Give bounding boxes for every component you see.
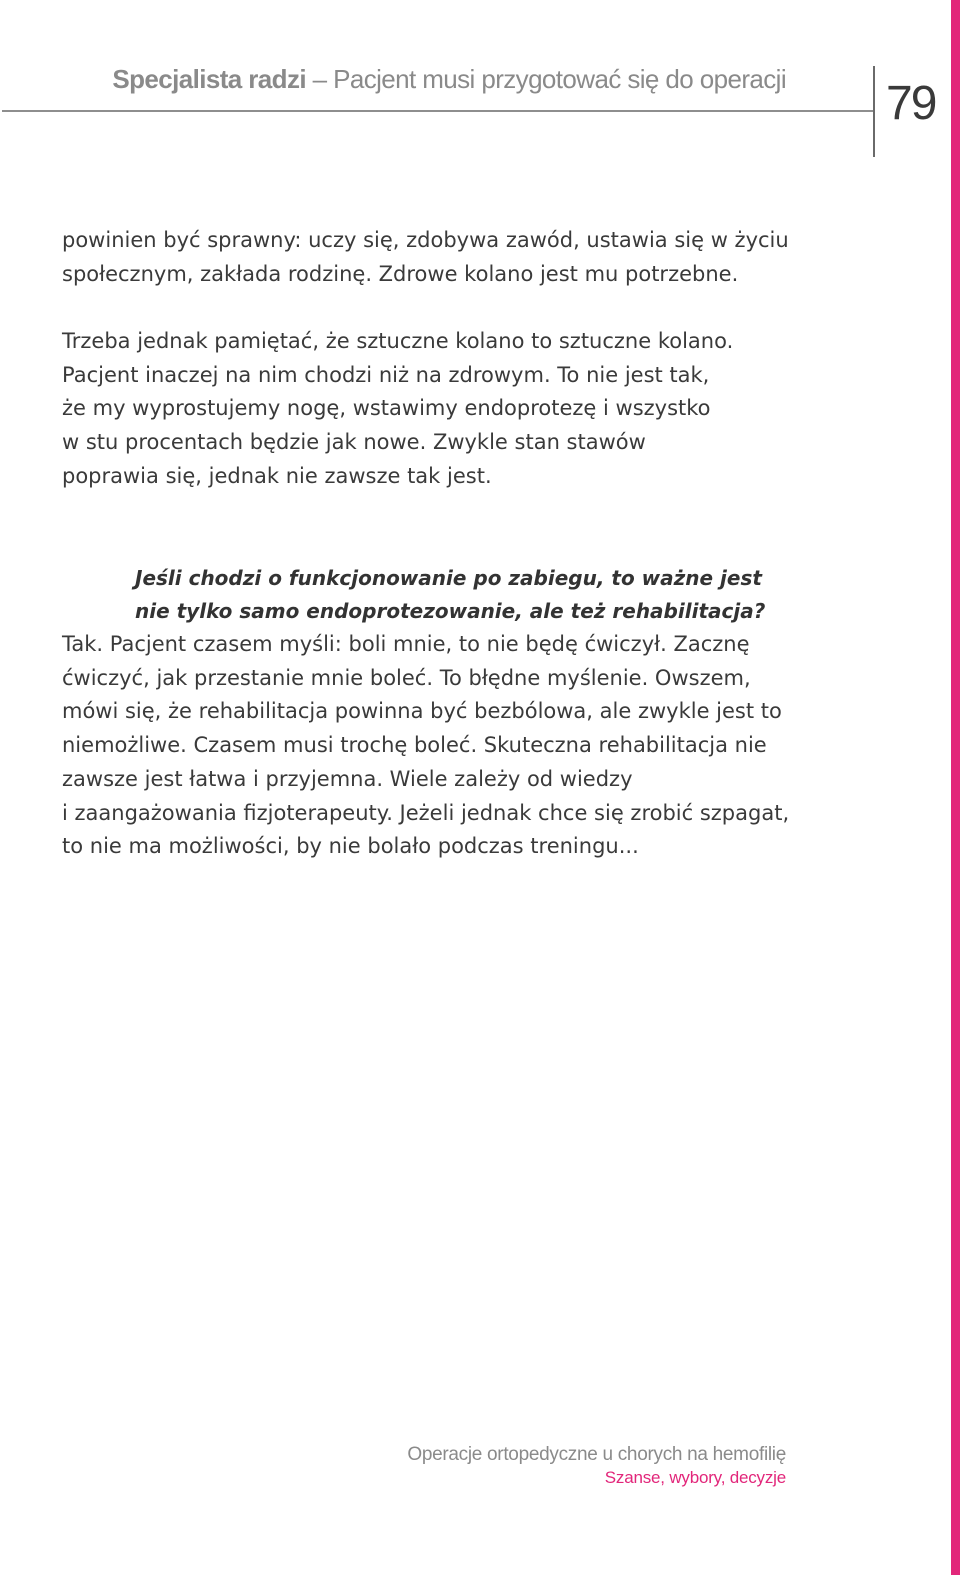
question-line: Jeśli chodzi o funkcjonowanie po zabiegu, to ważne jest xyxy=(135,566,762,590)
footer-book-title: Operacje ortopedyczne u chorych na hemofilię xyxy=(407,1444,786,1465)
header-vertical-rule xyxy=(873,66,875,157)
paragraph-line: poprawia się, jednak nie zawsze tak jest. xyxy=(62,463,492,488)
page-number: 79 xyxy=(886,77,936,130)
header-section: Specjalista radzi xyxy=(112,64,306,94)
running-header xyxy=(0,64,786,95)
answer-line: i zaangażowania fizjoterapeuty. Jeżeli jednak chce się zrobić szpagat, xyxy=(62,800,790,825)
answer-line: Tak. Pacjent czasem myśli: boli mnie, to nie będę ćwiczył. Zacznę xyxy=(62,632,750,656)
interview-question xyxy=(135,562,835,628)
answer-line: ćwiczyć, jak przestanie mnie boleć. To błędne myślenie. Owszem, xyxy=(62,665,751,690)
header-separator: – xyxy=(312,64,327,94)
interview-answer xyxy=(62,628,822,864)
header-chapter: Pacjent musi przygotować się do operacji xyxy=(333,64,786,94)
question-line: nie tylko samo endoprotezowanie, ale też rehabilitacja? xyxy=(135,599,766,623)
header-rule xyxy=(2,110,874,112)
paragraph-line: że my wyprostujemy nogę, wstawimy endoprotezę i wszystko xyxy=(62,396,711,421)
paragraph-1 xyxy=(62,224,822,291)
paragraph-line: powinien być sprawny: uczy się, zdobywa zawód, ustawia się w życiu xyxy=(62,228,789,252)
footer-book-subtitle: Szanse, wybory, decyzje xyxy=(604,1468,786,1487)
answer-line: to nie ma możliwości, by nie bolało podczas treningu... xyxy=(62,834,639,859)
paragraph-line: w stu procentach będzie jak nowe. Zwykle stan stawów xyxy=(62,430,646,455)
paragraph-line: Trzeba jednak pamiętać, że sztuczne kolano to sztuczne kolano. xyxy=(62,329,734,353)
paragraph-line: Pacjent inaczej na nim chodzi niż na zdrowym. To nie jest tak, xyxy=(62,362,710,387)
answer-line: zawsze jest łatwa i przyjemna. Wiele zależy od wiedzy xyxy=(62,766,633,791)
paragraph-line: społecznym, zakłada rodzinę. Zdrowe kolano jest mu potrzebne. xyxy=(62,261,739,286)
paragraph-2 xyxy=(62,325,822,494)
answer-line: niemożliwe. Czasem musi trochę boleć. Skuteczna rehabilitacja nie xyxy=(62,733,767,758)
answer-line: mówi się, że rehabilitacja powinna być bezbólowa, ale zwykle jest to xyxy=(62,699,782,724)
accent-side-bar xyxy=(951,0,960,1575)
